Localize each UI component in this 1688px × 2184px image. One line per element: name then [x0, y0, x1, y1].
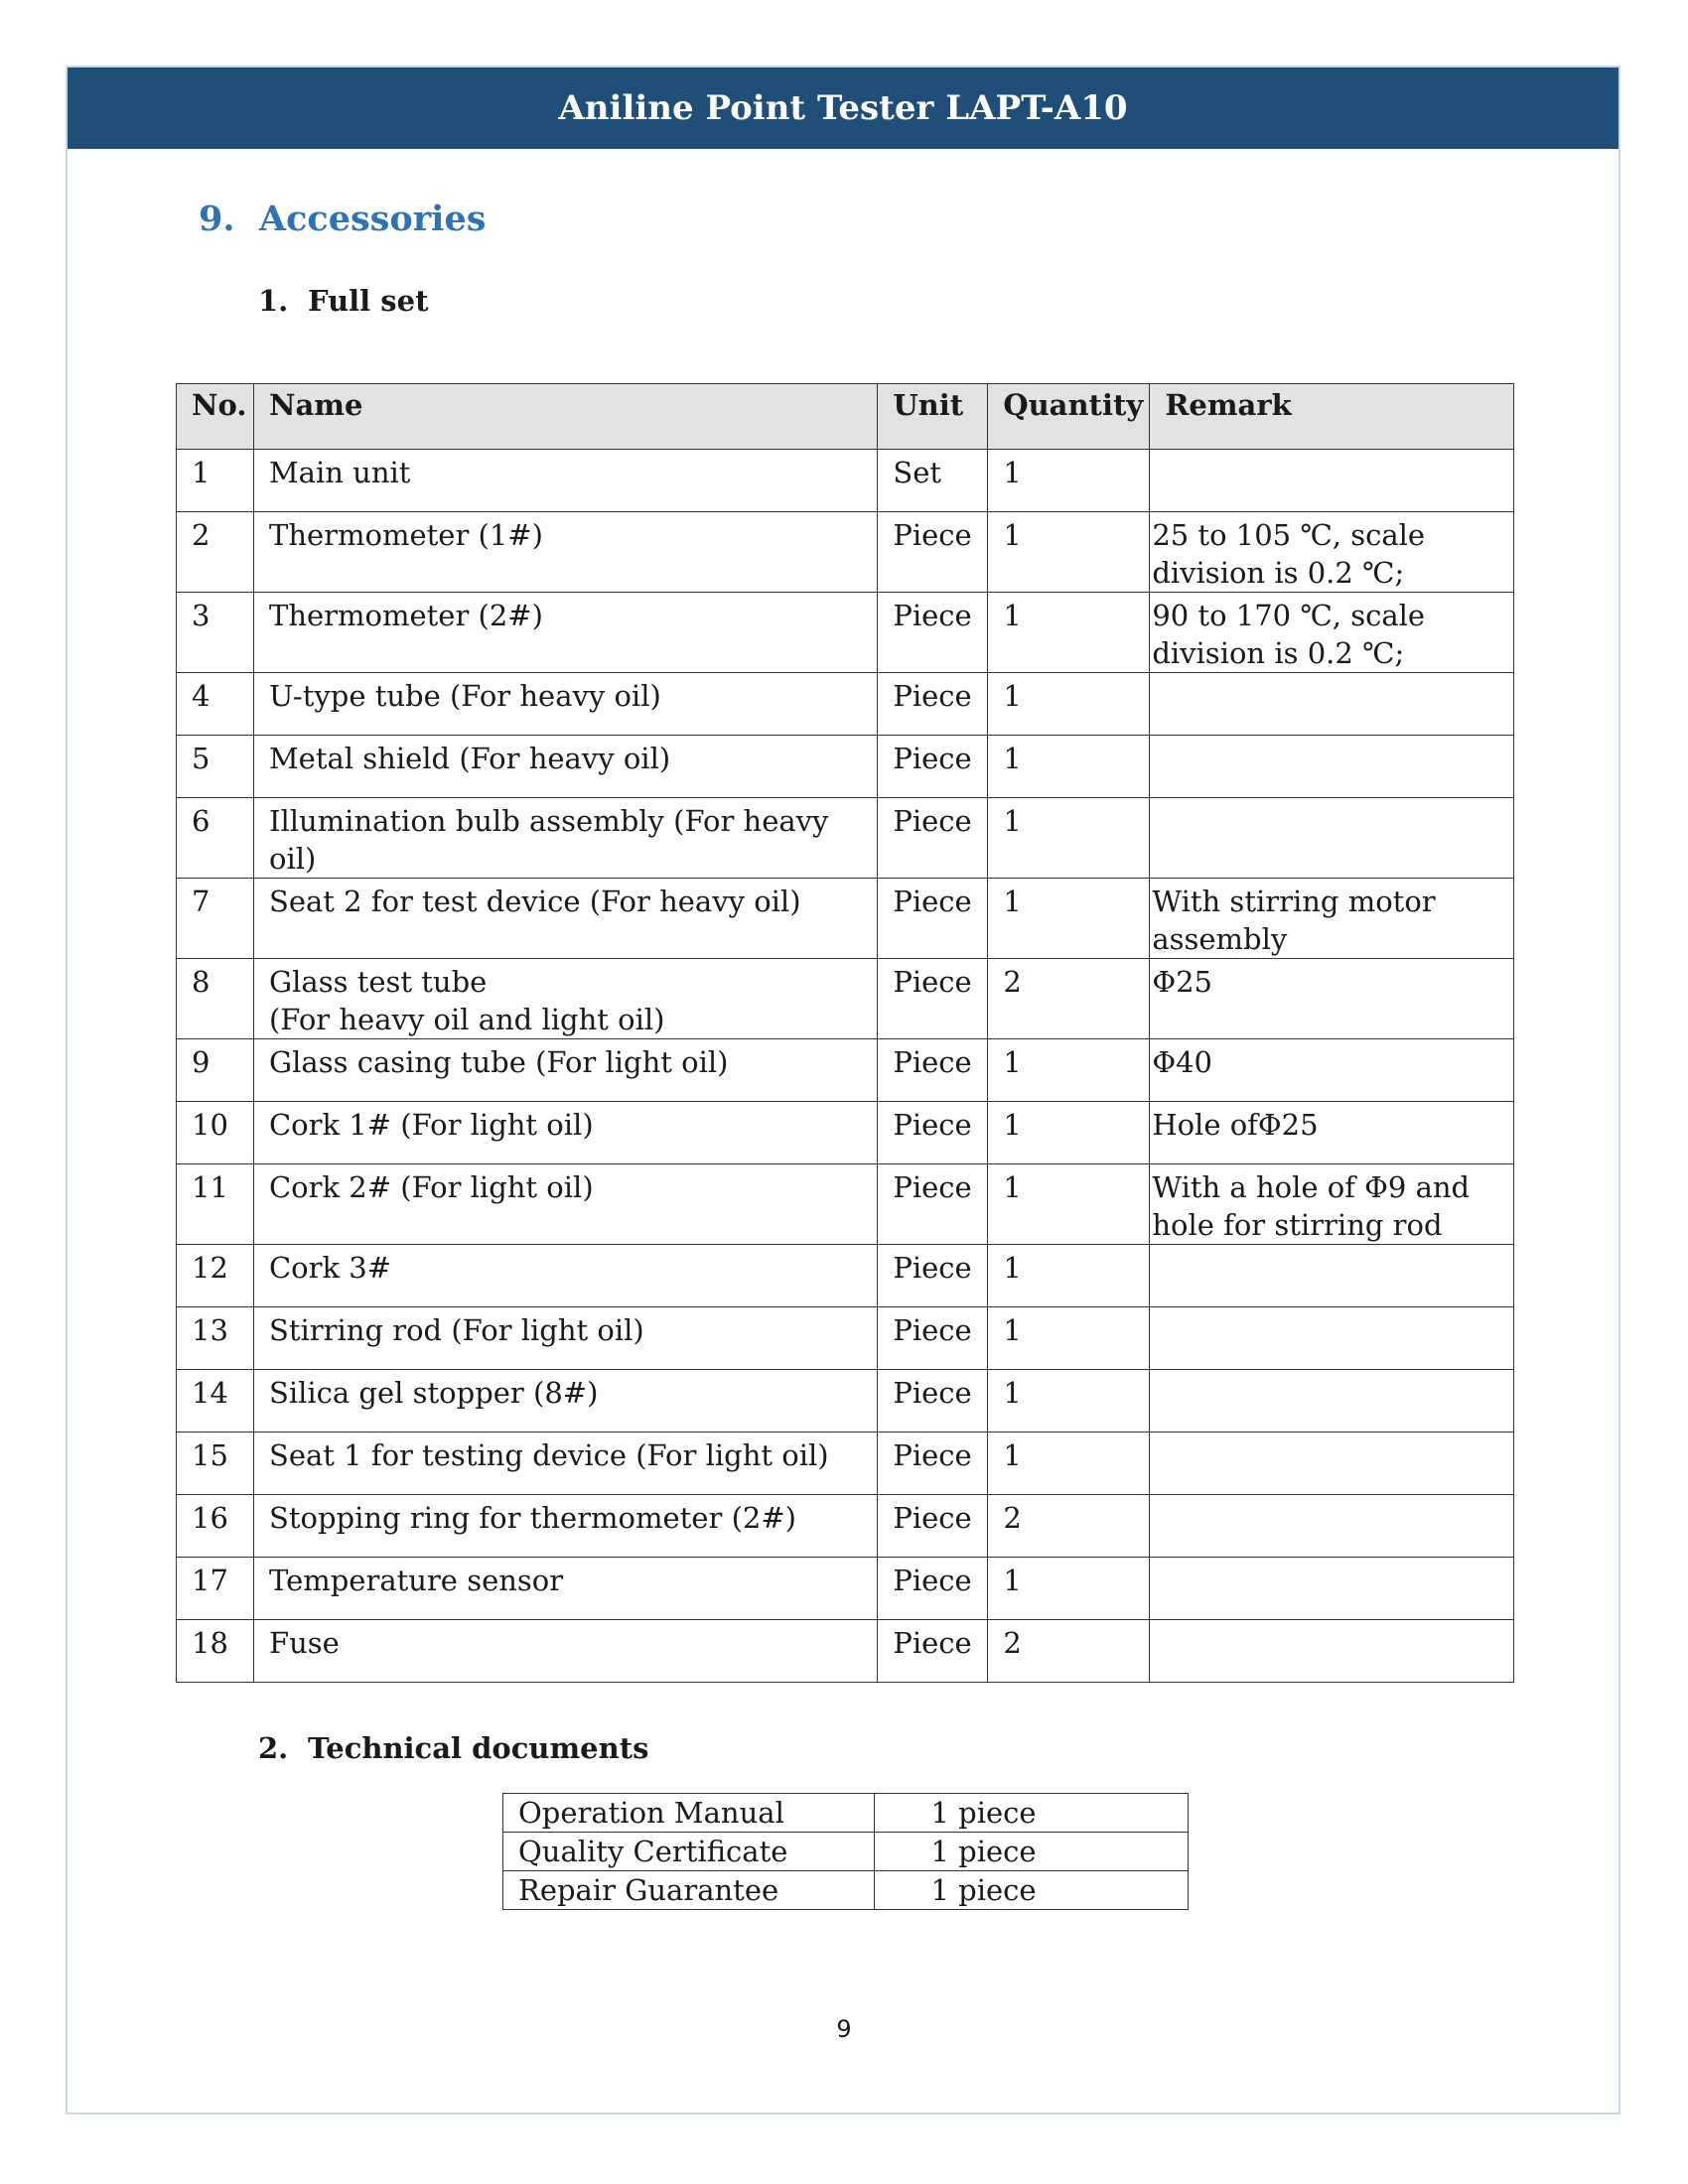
- table-row: [177, 1245, 1514, 1307]
- item-name: Stirring rod (For light oil): [253, 1307, 877, 1370]
- item-quantity: 1: [988, 593, 1150, 673]
- section-title: Accessories: [258, 199, 487, 239]
- item-remark: [1150, 1433, 1514, 1495]
- item-remark: [1150, 1620, 1514, 1683]
- table-row: [503, 1871, 1189, 1910]
- item-unit: Piece: [878, 798, 988, 879]
- item-unit: Piece: [878, 673, 988, 736]
- section-number: 9.: [199, 199, 235, 239]
- item-remark: With stirring motor assembly: [1150, 879, 1514, 959]
- row-number: 4: [177, 673, 254, 736]
- table-row: [177, 1558, 1514, 1620]
- item-unit: Piece: [878, 593, 988, 673]
- item-remark: [1150, 450, 1514, 512]
- item-quantity: 1: [988, 1245, 1150, 1307]
- item-unit: Piece: [878, 1245, 988, 1307]
- item-unit: Piece: [878, 512, 988, 593]
- row-number: 13: [177, 1307, 254, 1370]
- table-row: [503, 1794, 1189, 1833]
- item-name: Main unit: [253, 450, 877, 512]
- item-remark: Hole ofΦ25: [1150, 1102, 1514, 1164]
- item-unit: Piece: [878, 1102, 988, 1164]
- item-name: [253, 959, 877, 1039]
- table-row: [177, 1370, 1514, 1433]
- table-row: [177, 1433, 1514, 1495]
- row-number: 3: [177, 593, 254, 673]
- column-header: Quantity: [988, 384, 1150, 450]
- item-name: Silica gel stopper (8#): [253, 1370, 877, 1433]
- document-quantity: 1 piece: [875, 1794, 1189, 1833]
- table-header-row: [177, 384, 1514, 450]
- table-row: [177, 512, 1514, 593]
- table-row: [177, 959, 1514, 1039]
- full-set-heading: [258, 284, 428, 318]
- item-quantity: 2: [988, 1495, 1150, 1558]
- document-name: Repair Guarantee: [503, 1871, 875, 1910]
- item-name: Thermometer (1#): [253, 512, 877, 593]
- item-quantity: 1: [988, 1102, 1150, 1164]
- row-number: 18: [177, 1620, 254, 1683]
- item-remark: 25 to 105 ℃, scale division is 0.2 ℃;: [1150, 512, 1514, 593]
- item-remark: [1150, 1370, 1514, 1433]
- row-number: 5: [177, 736, 254, 798]
- accessories-table: [176, 383, 1514, 1683]
- item-remark: 90 to 170 ℃, scale division is 0.2 ℃;: [1150, 593, 1514, 673]
- row-number: 11: [177, 1164, 254, 1245]
- row-number: 12: [177, 1245, 254, 1307]
- document-quantity: 1 piece: [875, 1833, 1189, 1871]
- item-remark: Φ40: [1150, 1039, 1514, 1102]
- item-name-line: Glass test tube: [268, 965, 488, 999]
- row-number: 8: [177, 959, 254, 1039]
- table-row: [177, 1307, 1514, 1370]
- item-remark: Φ25: [1150, 959, 1514, 1039]
- item-quantity: 1: [988, 1433, 1150, 1495]
- item-quantity: 1: [988, 1558, 1150, 1620]
- item-name: Thermometer (2#): [253, 593, 877, 673]
- item-name: U-type tube (For heavy oil): [253, 673, 877, 736]
- item-quantity: 1: [988, 1307, 1150, 1370]
- row-number: 17: [177, 1558, 254, 1620]
- document-quantity: 1 piece: [875, 1871, 1189, 1910]
- item-name: Glass casing tube (For light oil): [253, 1039, 877, 1102]
- item-name: Seat 2 for test device (For heavy oil): [253, 879, 877, 959]
- item-name: Illumination bulb assembly (For heavy oil): [253, 798, 877, 879]
- tech-docs-number: 2.: [258, 1731, 289, 1765]
- document-name: Operation Manual: [503, 1794, 875, 1833]
- item-name: Metal shield (For heavy oil): [253, 736, 877, 798]
- technical-documents-table: [502, 1793, 1189, 1910]
- table-row: [177, 879, 1514, 959]
- item-name: Stopping ring for thermometer (2#): [253, 1495, 877, 1558]
- column-header: Unit: [878, 384, 988, 450]
- item-remark: [1150, 1307, 1514, 1370]
- tech-docs-title: Technical documents: [308, 1731, 649, 1765]
- table-row: [177, 798, 1514, 879]
- row-number: 9: [177, 1039, 254, 1102]
- item-remark: [1150, 736, 1514, 798]
- item-unit: Piece: [878, 1620, 988, 1683]
- item-quantity: 1: [988, 1039, 1150, 1102]
- row-number: 14: [177, 1370, 254, 1433]
- item-quantity: 1: [988, 1164, 1150, 1245]
- table-row: [177, 1164, 1514, 1245]
- table-row: [177, 1102, 1514, 1164]
- item-quantity: 1: [988, 1370, 1150, 1433]
- row-number: 1: [177, 450, 254, 512]
- item-name: Cork 3#: [253, 1245, 877, 1307]
- item-remark: [1150, 1495, 1514, 1558]
- item-unit: Set: [878, 450, 988, 512]
- item-name: Cork 1# (For light oil): [253, 1102, 877, 1164]
- row-number: 7: [177, 879, 254, 959]
- row-number: 10: [177, 1102, 254, 1164]
- item-unit: Piece: [878, 1433, 988, 1495]
- tech-docs-heading: [258, 1731, 648, 1765]
- full-set-title: Full set: [308, 284, 429, 318]
- table-row: [177, 1039, 1514, 1102]
- item-unit: Piece: [878, 736, 988, 798]
- item-quantity: 1: [988, 450, 1150, 512]
- item-remark: With a hole of Φ9 and hole for stirring rod: [1150, 1164, 1514, 1245]
- row-number: 15: [177, 1433, 254, 1495]
- table-row: [177, 736, 1514, 798]
- column-header: Remark: [1150, 384, 1514, 450]
- row-number: 6: [177, 798, 254, 879]
- item-unit: Piece: [878, 959, 988, 1039]
- document-title: Aniline Point Tester LAPT-A10: [558, 88, 1128, 128]
- item-remark: [1150, 1245, 1514, 1307]
- item-name: Fuse: [253, 1620, 877, 1683]
- column-header: No.: [177, 384, 254, 450]
- item-quantity: 2: [988, 1620, 1150, 1683]
- table-row: [503, 1833, 1189, 1871]
- section-heading: [199, 199, 486, 239]
- item-name: Cork 2# (For light oil): [253, 1164, 877, 1245]
- item-unit: Piece: [878, 1558, 988, 1620]
- item-quantity: 1: [988, 512, 1150, 593]
- item-unit: Piece: [878, 1039, 988, 1102]
- full-set-number: 1.: [258, 284, 289, 318]
- item-unit: Piece: [878, 1495, 988, 1558]
- row-number: 2: [177, 512, 254, 593]
- item-quantity: 1: [988, 673, 1150, 736]
- item-name: Temperature sensor: [253, 1558, 877, 1620]
- document-header: [68, 68, 1618, 149]
- item-remark: [1150, 673, 1514, 736]
- page-number: 9: [836, 2015, 852, 2043]
- table-row: [177, 450, 1514, 512]
- item-unit: Piece: [878, 1307, 988, 1370]
- table-row: [177, 673, 1514, 736]
- item-unit: Piece: [878, 1164, 988, 1245]
- item-unit: Piece: [878, 1370, 988, 1433]
- document-name: Quality Certificate: [503, 1833, 875, 1871]
- item-name: Seat 1 for testing device (For light oil): [253, 1433, 877, 1495]
- item-name-line: (For heavy oil and light oil): [268, 1003, 665, 1036]
- table-row: [177, 1495, 1514, 1558]
- item-quantity: 1: [988, 879, 1150, 959]
- table-row: [177, 1620, 1514, 1683]
- item-remark: [1150, 798, 1514, 879]
- item-quantity: 1: [988, 736, 1150, 798]
- item-unit: Piece: [878, 879, 988, 959]
- item-quantity: 1: [988, 798, 1150, 879]
- item-quantity: 2: [988, 959, 1150, 1039]
- column-header: Name: [253, 384, 877, 450]
- row-number: 16: [177, 1495, 254, 1558]
- item-remark: [1150, 1558, 1514, 1620]
- table-row: [177, 593, 1514, 673]
